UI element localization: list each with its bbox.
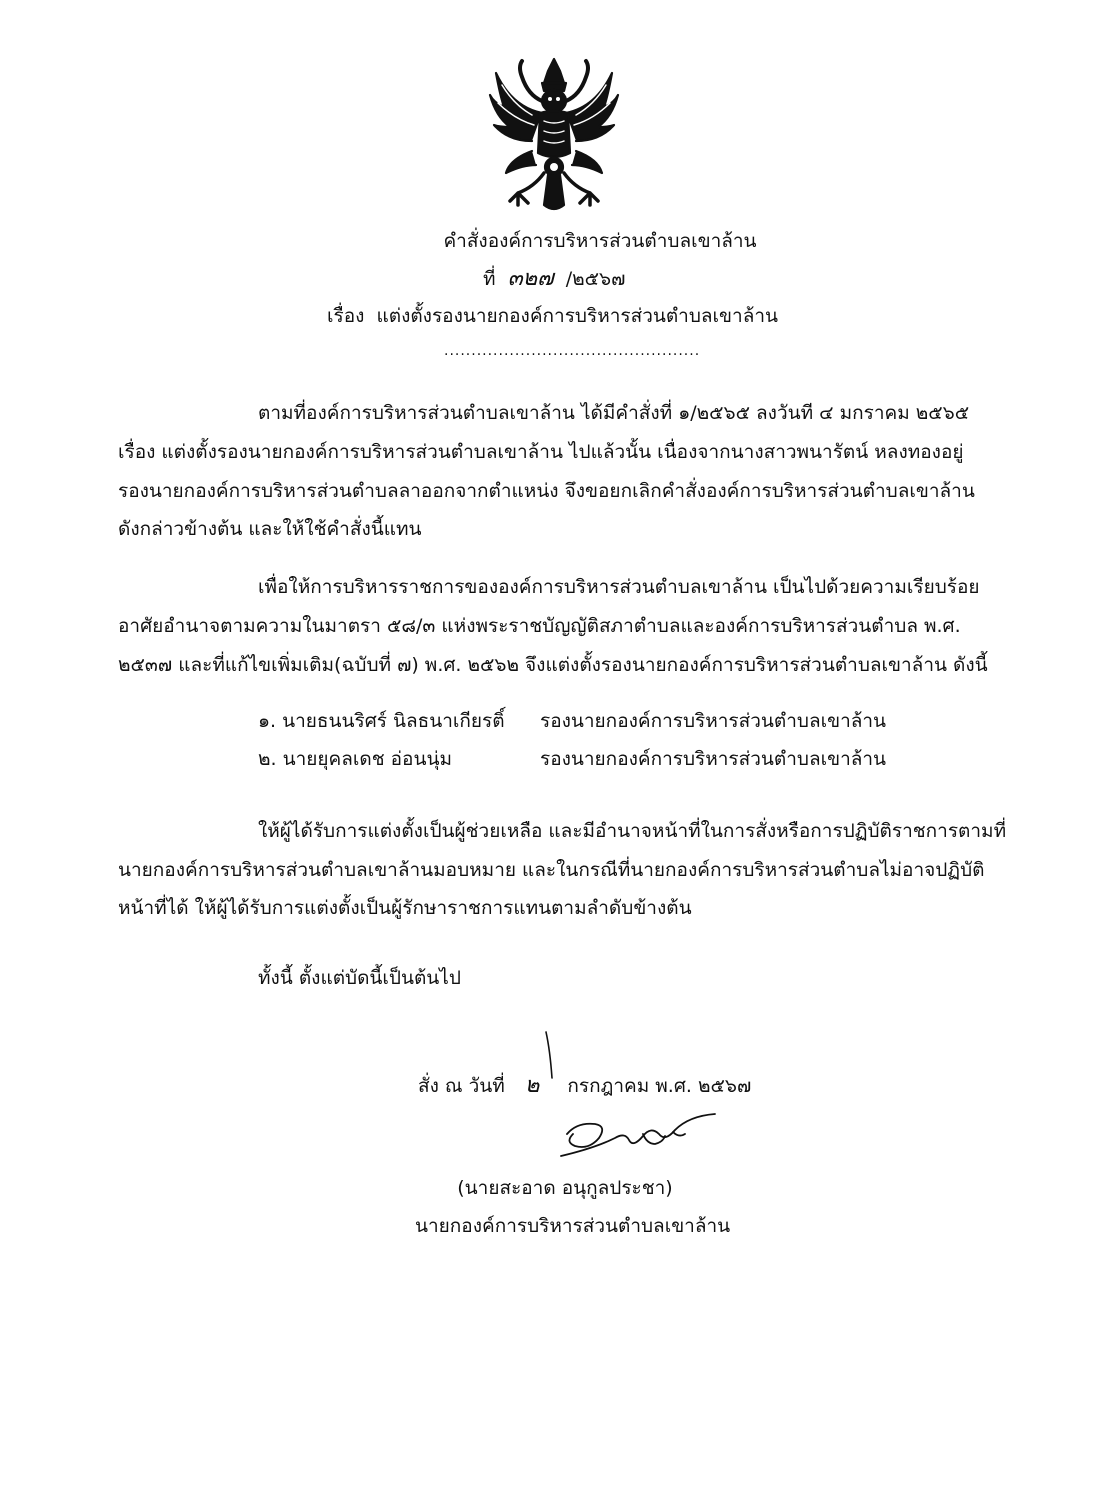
effective-statement: ทั้งนี้ ตั้งแต่บัดนี้เป็นต้นไป <box>258 967 461 989</box>
appointee-position: รองนายกองค์การบริหารส่วนตำบลเขาล้าน <box>540 748 887 770</box>
ordered-label: สั่ง ณ วันที่ <box>418 1075 505 1097</box>
appointee-name: ๑. นายธนนริศร์ นิลธนาเกียรติ์ <box>258 710 505 732</box>
handwritten-signature <box>555 1108 725 1160</box>
subject-text: แต่งตั้งรองนายกองค์การบริหารส่วนตำบลเขาล้าน <box>376 305 779 327</box>
signer-name: (นายสะอาด อนุกูลประชา) <box>457 1177 673 1199</box>
paragraph3-line: นายกองค์การบริหารส่วนตำบลเขาล้านมอบหมาย และในกรณีที่นายกองค์การบริหารส่วนตำบลไม่อาจปฏิบัติ <box>118 859 985 881</box>
appointee-position: รองนายกองค์การบริหารส่วนตำบลเขาล้าน <box>540 710 887 732</box>
order-title: คำสั่งองค์การบริหารส่วนตำบลเขาล้าน <box>443 230 757 252</box>
order-month-year: กรกฎาคม พ.ศ. ๒๕๖๗ <box>567 1075 752 1097</box>
subject-label: เรื่อง <box>327 305 365 327</box>
order-number-suffix: /๒๕๖๗ <box>565 268 626 290</box>
order-number-prefix: ที่ <box>483 268 496 290</box>
handwritten-stroke <box>540 1030 560 1080</box>
signer-title: นายกองค์การบริหารส่วนตำบลเขาล้าน <box>415 1215 731 1237</box>
paragraph1-line: ดังกล่าวข้างต้น และให้ใช้คำสั่งนี้แทน <box>118 518 422 540</box>
order-subject-line <box>327 307 778 326</box>
paragraph3-line: ให้ผู้ได้รับการแต่งตั้งเป็นผู้ช่วยเหลือ และมีอำนาจหน้าที่ในการสั่งหรือการปฏิบัติราชการตามที่ <box>258 820 1007 842</box>
paragraph1-line: ตามที่องค์การบริหารส่วนตำบลเขาล้าน ได้มีคำสั่งที่ ๑/๒๕๖๕ ลงวันที ๔ มกราคม ๒๕๖๕ <box>258 402 970 424</box>
garuda-emblem-icon <box>488 55 620 215</box>
order-day-handwritten: ๒ <box>524 1073 540 1098</box>
order-number-line <box>483 268 625 290</box>
header-divider: ............................................... <box>444 343 701 359</box>
order-number-handwritten: ๓๒๗ <box>507 266 554 291</box>
paragraph2-line: เพื่อให้การบริหารราชการขององค์การบริหารส่วนตำบลเขาล้าน เป็นไปด้วยความเรียบร้อย <box>258 576 980 598</box>
paragraph2-line: ๒๕๓๗ และที่แก้ไขเพิ่มเติม(ฉบับที่ ๗) พ.ศ. ๒๕๖๒ จึงแต่งตั้งรองนายกองค์การบริหารส่วนตำบลเขาล้าน ดังนี้ <box>118 654 988 676</box>
appointee-name: ๒. นายยุคลเดช อ่อนนุ่ม <box>258 748 452 770</box>
order-date-line <box>418 1075 751 1097</box>
paragraph1-line: รองนายกองค์การบริหารส่วนตำบลลาออกจากตำแหน่ง จึงขอยกเลิกคำสั่งองค์การบริหารส่วนตำบลเขาล้าน <box>118 480 975 502</box>
paragraph1-line: เรื่อง แต่งตั้งรองนายกองค์การบริหารส่วนตำบลเขาล้าน ไปแล้วนั้น เนื่องจากนางสาวพนารัตน์ หลงทองอยู่ <box>118 441 964 463</box>
paragraph2-line: อาศัยอำนาจตามความในมาตรา ๕๘/๓ แห่งพระราชบัญญัติสภาตำบลและองค์การบริหารส่วนตำบล พ.ศ. <box>118 615 961 637</box>
paragraph3-line: หน้าที่ได้ ให้ผู้ได้รับการแต่งตั้งเป็นผู้รักษาราชการแทนตามลำดับข้างต้น <box>118 897 692 919</box>
